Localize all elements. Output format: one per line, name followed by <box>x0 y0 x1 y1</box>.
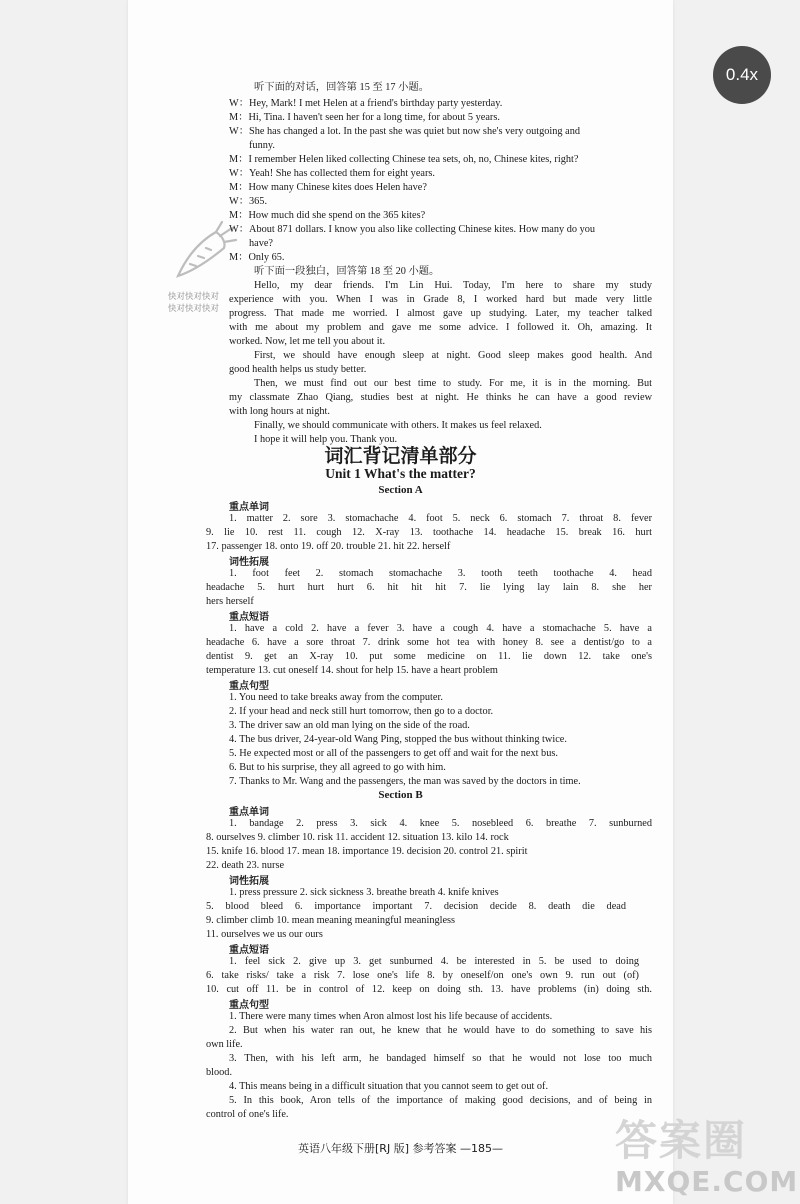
text-line: 17. passenger 18. onto 19. off 20. trouble 21. hit 22. herself <box>206 541 451 552</box>
watermark-site: MXQE.COM <box>615 1165 799 1198</box>
text-line: experience with you. When I was in Grade 8, I worked hard but made very little <box>229 294 652 305</box>
text-line: 11. ourselves we us our ours <box>206 929 323 940</box>
section-a-heading: Section A <box>378 484 423 496</box>
text-line: worked. Now, let me tell you about it. <box>229 336 386 347</box>
text-line: headache 5. hurt hurt hurt 6. hit hit hit 7. lie lying lay lain 8. she her <box>206 582 652 593</box>
zoom-level-badge[interactable]: 0.4x <box>713 46 771 104</box>
text-line: 1. matter 2. sore 3. stomachache 4. foot 5. neck 6. stomach 7. throat 8. fever <box>229 513 652 524</box>
subsection-heading: 词性拓展 <box>229 876 269 887</box>
text-line: 5. blood bleed 6. importance important 7. decision decide 8. death die dead <box>206 901 626 912</box>
text-line: M：Hi, Tina. I haven't seen her for a long time, for about 5 years. <box>229 112 500 123</box>
subsection-heading: 重点单词 <box>229 807 269 818</box>
watermark-site-cn: 答案圈 <box>615 1116 748 1165</box>
text-line: headache 6. have a sore throat 7. drink some hot tea with honey 8. see a dentist/go to a <box>206 637 652 648</box>
text-line: 1. bandage 2. press 3. sick 4. knee 5. nosebleed 6. breathe 7. sunburned <box>229 818 652 829</box>
text-line: 4. The bus driver, 24-year-old Wang Ping, stopped the bus without thinking twice. <box>229 734 567 745</box>
text-line: M：How many Chinese kites does Helen have? <box>229 182 427 193</box>
text-line: Then, we must find out our best time to study. For me, it is in the morning. But <box>254 378 652 389</box>
text-line: Finally, we should communicate with others. It makes us feel relaxed. <box>254 420 542 431</box>
text-line: 1. have a cold 2. have a fever 3. have a cough 4. have a stomachache 5. have a <box>229 623 652 634</box>
text-line: 5. He expected most or all of the passengers to get off and wait for the next bus. <box>229 748 558 759</box>
text-line: 1. feel sick 2. give up 3. get sunburned 4. be interested in 5. be used to doing <box>229 956 639 967</box>
text-line: with me about my problem and gave me some advice. I followed it. Oh, amazing. It <box>229 322 652 333</box>
text-line: 1. foot feet 2. stomach stomachache 3. tooth teeth toothache 4. head <box>229 568 652 579</box>
text-line: temperature 13. cut oneself 14. shout for help 15. have a heart problem <box>206 665 498 676</box>
text-line: 5. In this book, Aron tells of the importance of making good decisions, and of being in <box>229 1095 652 1106</box>
text-line: have? <box>249 238 274 249</box>
text-line: Hello, my dear friends. I'm Lin Hui. Today, I'm here to share my study <box>254 280 652 291</box>
section-b-heading: Section B <box>378 789 423 801</box>
text-line: 8. ourselves 9. climber 10. risk 11. accident 12. situation 13. kilo 14. rock <box>206 832 509 843</box>
subsection-heading: 重点短语 <box>229 945 269 956</box>
text-line: M：Only 65. <box>229 252 285 263</box>
text-line: my classmate Zhao Qiang, studies best at night. He thinks he can have a good review <box>229 392 652 403</box>
text-line: W：About 871 dollars. I know you also like collecting Chinese kites. How many do you <box>229 224 596 235</box>
text-line: M：How much did she spend on the 365 kites? <box>229 210 426 221</box>
vocab-list-title: 词汇背记清单部分 <box>324 445 477 467</box>
text-line: 6. But to his surprise, they all agreed to go with him. <box>229 762 446 773</box>
text-line: 15. knife 16. blood 17. mean 18. importance 19. decision 20. control 21. spirit <box>206 846 528 857</box>
text-line: M：I remember Helen liked collecting Chinese tea sets, oh, no, Chinese kites, right? <box>229 154 579 165</box>
text-line: hers herself <box>206 596 254 607</box>
page-footer: 英语八年级下册[RJ 版] 参考答案 —185— <box>298 1142 503 1155</box>
text-line: with long hours at night. <box>229 406 330 417</box>
text-line: 22. death 23. nurse <box>206 860 285 871</box>
text-line: blood. <box>206 1067 233 1078</box>
text-line: 10. cut off 11. be in control of 12. keep on doing sth. 13. have problems (in) doing sth. <box>206 984 652 995</box>
text-line: 1. You need to take breaks away from the computer. <box>229 692 443 703</box>
text-line: 听下面一段独白，回答第 18 至 20 小题。 <box>254 266 440 277</box>
text-line: 2. But when his water ran out, he knew that he would have to do something to save his <box>229 1025 652 1036</box>
text-line: 听下面的对话，回答第 15 至 17 小题。 <box>254 82 430 93</box>
text-line: 7. Thanks to Mr. Wang and the passengers, the man was saved by the doctors in time. <box>229 776 581 787</box>
subsection-heading: 重点短语 <box>229 612 269 623</box>
subsection-heading: 重点句型 <box>229 681 269 692</box>
text-line: W：She has changed a lot. In the past she was quiet but now she's very outgoing and <box>229 126 581 137</box>
text-line: 2. If your head and neck still hurt tomorrow, then go to a doctor. <box>229 706 494 717</box>
unit-title: Unit 1 What's the matter? <box>325 466 476 481</box>
text-line: 9. lie 10. rest 11. cough 12. X-ray 13. toothache 14. headache 15. break 16. hurt <box>206 527 652 538</box>
text-line: W：Yeah! She has collected them for eight years. <box>229 168 435 179</box>
text-line: W：365. <box>229 196 268 207</box>
text-line: 6. take risks/ take a risk 7. lose one's life 8. by oneself/on one's own 9. run out (of) <box>206 970 639 981</box>
text-line: funny. <box>249 140 275 151</box>
text-line: 1. press pressure 2. sick sickness 3. breathe breath 4. knife knives <box>229 887 499 898</box>
subsection-heading: 重点句型 <box>229 1000 269 1011</box>
text-line: I hope it will help you. Thank you. <box>254 434 398 445</box>
subsection-heading: 词性拓展 <box>229 557 269 568</box>
subsection-heading: 重点单词 <box>229 502 269 513</box>
text-line: control of one's life. <box>206 1109 289 1120</box>
watermark-text-2: 快对快对快对 <box>168 304 220 314</box>
text-line: dentist 9. get an X-ray 10. put some medicine on 11. lie down 12. take one's <box>206 651 652 662</box>
text-line: 9. climber climb 10. mean meaning meaningful meaningless <box>206 915 456 926</box>
watermark-text-1: 快对快对快对 <box>168 292 220 302</box>
text-line: W：Hey, Mark! I met Helen at a friend's birthday party yesterday. <box>229 98 503 109</box>
text-line: 3. Then, with his left arm, he bandaged himself so that he would not lose too much <box>229 1053 652 1064</box>
text-line: 4. This means being in a difficult situation that you cannot seem to get out of. <box>229 1081 549 1092</box>
text-line: 1. There were many times when Aron almost lost his life because of accidents. <box>229 1011 553 1022</box>
text-line: good health helps us study better. <box>229 364 367 375</box>
text-line: 3. The driver saw an old man lying on the side of the road. <box>229 720 470 731</box>
text-line: First, we should have enough sleep at night. Good sleep makes good health. And <box>254 350 652 361</box>
text-line: progress. That made me worried. I almost gave up studying. Later, my teacher talked <box>229 308 652 319</box>
text-line: own life. <box>206 1039 243 1050</box>
